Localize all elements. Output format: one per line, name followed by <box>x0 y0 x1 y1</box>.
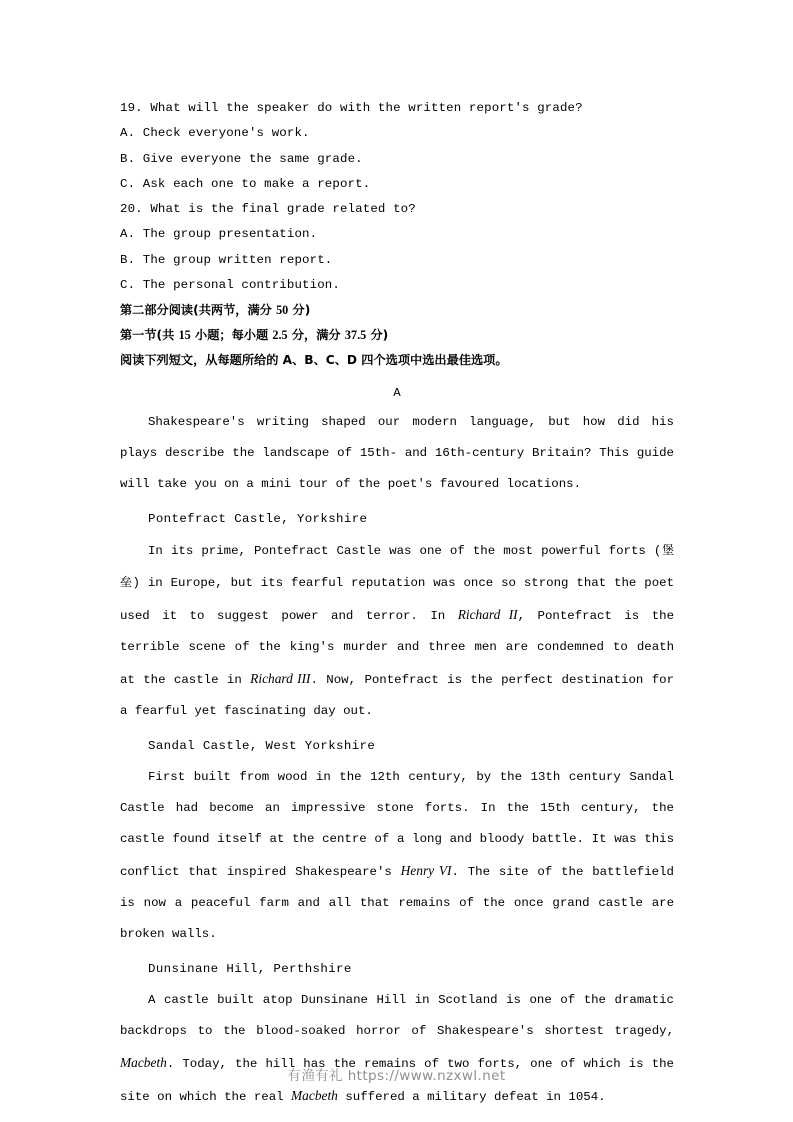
entry-1-line-4: murder and three men are condemned to death at the castle in Richard III. Now, <box>120 639 675 687</box>
entry-3-line-4: suffered a military defeat in 1054. <box>345 1089 606 1104</box>
entry-2-line-2: had become an impressive stone forts. In the 15th century, the castle found itself <box>120 800 674 846</box>
entry-1-line-5: Pontefract is the perfect destination for a fearful yet fascinating day out. <box>120 672 675 718</box>
intro-text: Shakespeare's writing shaped our modern language, but how did his plays describe <box>120 414 674 460</box>
entry-2-title: Sandal Castle, West Yorkshire <box>148 738 376 753</box>
question-19-option-c: C. Ask each one to make a report. <box>120 176 371 191</box>
passage-letter: A <box>393 385 401 400</box>
page-footer-watermark: 有渔有礼 https://www.nzxwl.net <box>287 1068 506 1084</box>
question-20-option-c: C. The personal contribution. <box>120 278 340 293</box>
passage-intro <box>120 407 674 500</box>
entry-2-line-4: Shakespeare's Henry VI. The site of the battlefield is now a peaceful farm and all <box>120 862 674 910</box>
entry-1-line-3: power and terror. In Richard II, Pontefract is the terrible scene of the king's <box>120 606 675 654</box>
question-19-option-b: B. Give everyone the same grade. <box>120 151 363 166</box>
question-19-option-a: A. Check everyone's work. <box>120 126 310 141</box>
part-two-heading: 第二部分阅读(共两节，满分 50 分) <box>120 303 311 318</box>
intro-text-3: tour of the poet's favoured locations. <box>298 476 582 491</box>
question-19-stem: 19. What will the speaker do with the written report's grade? <box>120 101 583 115</box>
intro-text-2: the landscape of 15th- and 16th-century Britain? This guide will take you on a mini <box>120 445 674 491</box>
entry-2-line-3: at the centre of a long and bloody battle. It was this conflict that inspired <box>120 831 674 879</box>
question-20-option-b: B. The group written report. <box>120 252 333 267</box>
entry-3-body <box>120 985 674 1113</box>
document-content <box>120 96 674 1113</box>
entry-1-title: Pontefract Castle, Yorkshire <box>148 511 368 526</box>
entry-2-line-5: that remains of the once grand castle are broken walls. <box>120 895 675 941</box>
section-one-heading: 第一节(共 15 小题；每小题 2.5 分，满分 37.5 分) <box>120 328 389 343</box>
entry-2-body <box>120 762 674 950</box>
reading-instruction: 阅读下列短文，从每题所给的 A、B、C、D 四个选项中选出最佳选项。 <box>120 352 508 367</box>
entry-3-line-3: hill has the remains of two forts, one of which is the site on which the real Macbeth <box>120 1056 674 1104</box>
entry-1-line-1: In its prime, Pontefract Castle was one of the most powerful forts (堡垒) in <box>120 542 674 590</box>
question-20-option-a: A. The group presentation. <box>120 227 318 242</box>
entry-3-title: Dunsinane Hill, Perthshire <box>148 961 352 976</box>
entry-3-line-1: A castle built atop Dunsinane Hill in Scotland is one of the dramatic backdrops <box>120 992 674 1038</box>
question-20-stem: 20. What is the final grade related to? <box>120 202 416 217</box>
entry-1-line-2: Europe, but its fearful reputation was once so strong that the poet used it to suggest <box>120 575 675 623</box>
entry-1-body <box>120 535 674 727</box>
entry-3-line-2: to the blood-soaked horror of Shakespeare's shortest tragedy, Macbeth. Today, the <box>120 1023 675 1071</box>
entry-2-line-1: First built from wood in the 12th century, by the 13th century Sandal Castle <box>120 769 674 815</box>
